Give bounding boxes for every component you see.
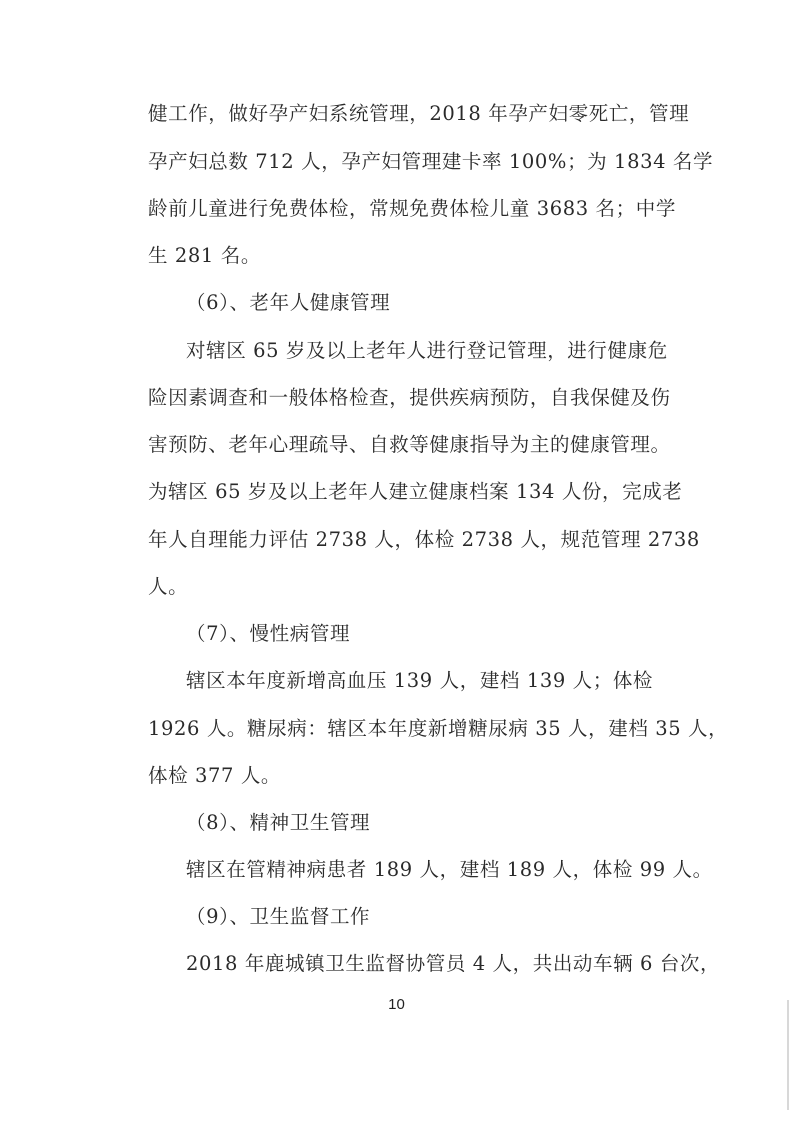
paragraph-line: 2018 年鹿城镇卫生监督协管员 4 人，共出动车辆 6 台次，	[186, 952, 721, 975]
paragraph-line: 辖区本年度新增高血压 139 人，建档 139 人；体检	[186, 669, 654, 692]
paragraph-line: 健工作，做好孕产妇系统管理，2018 年孕产妇零死亡，管理	[148, 102, 690, 125]
paragraph-line: 对辖区 65 岁及以上老年人进行登记管理，进行健康危	[186, 339, 668, 362]
paragraph-line: 人。	[148, 575, 189, 598]
paragraph-line: 辖区在管精神病患者 189 人，建档 189 人，体检 99 人。	[186, 858, 713, 881]
paragraph-line: 龄前儿童进行免费体检，常规免费体检儿童 3683 名；中学	[148, 197, 676, 220]
paragraph-line: 年人自理能力评估 2738 人，体检 2738 人，规范管理 2738	[148, 528, 700, 551]
paragraph-line: 体检 377 人。	[148, 764, 282, 787]
section-heading-elderly-health: （6）、老年人健康管理	[186, 291, 391, 314]
page-number: 10	[388, 996, 405, 1013]
paragraph-line: 为辖区 65 岁及以上老年人建立健康档案 134 人份，完成老	[148, 480, 683, 503]
paragraph-line: 生 281 名。	[148, 244, 261, 267]
paragraph-line: 险因素调查和一般体格检查，提供疾病预防，自我保健及伤	[148, 386, 671, 409]
paragraph-line: 孕产妇总数 712 人，孕产妇管理建卡率 100%；为 1834 名学	[148, 150, 714, 173]
paragraph-line: 害预防、老年心理疏导、自救等健康指导为主的健康管理。	[148, 433, 671, 456]
section-heading-health-supervision: （9）、卫生监督工作	[186, 905, 371, 928]
scan-edge-mark	[787, 1000, 789, 1110]
section-heading-chronic-disease: （7）、慢性病管理	[186, 622, 351, 645]
section-heading-mental-health: （8）、精神卫生管理	[186, 811, 371, 834]
paragraph-line: 1926 人。糖尿病：辖区本年度新增糖尿病 35 人，建档 35 人，	[148, 717, 729, 740]
